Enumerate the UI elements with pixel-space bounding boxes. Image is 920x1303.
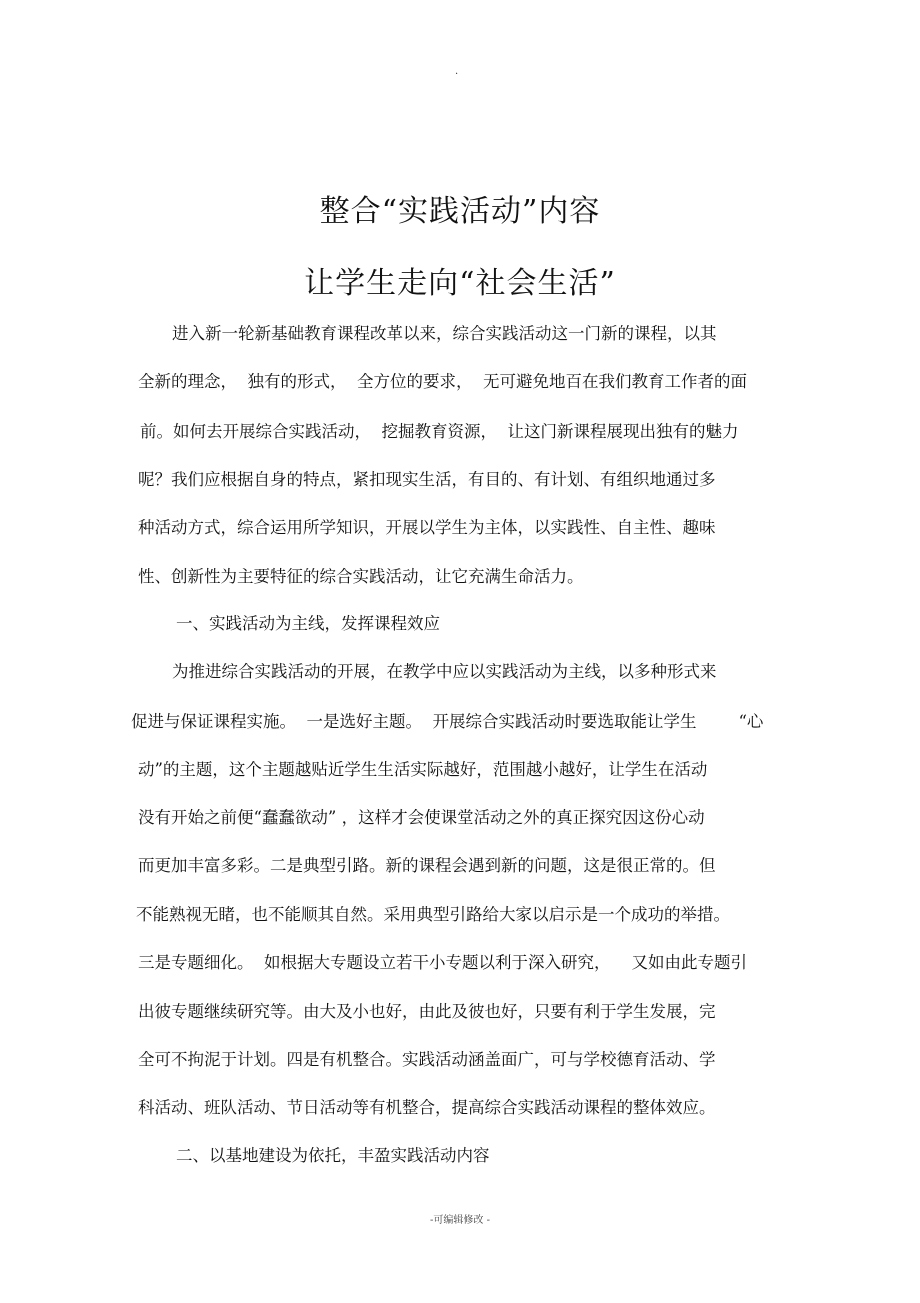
paragraph-line: 没有开始之前便“蠢蠢欲动” ，这样才会使课堂活动之外的真正探究因这份心动: [138, 808, 705, 827]
paragraph-line: 全可不拘泥于计划。四是有机整合。实践活动涵盖面广，可与学校德育活动、学: [138, 1050, 716, 1069]
paragraph-line: 呢？我们应根据自身的特点，紧扣现实生活，有目的、有计划、有组织地通过多: [138, 470, 716, 489]
paragraph-line: 性、创新性为主要特征的综合实践活动，让它充满生命活力。: [138, 567, 584, 586]
paragraph-line: 不能熟视无睹，也不能顺其自然。采用典型引路给大家以启示是一个成功的举措。: [136, 905, 730, 924]
paragraph-line: 全新的理念， 独有的形式， 全方位的要求， 无可避免地百在我们教育工作者的面: [138, 372, 747, 391]
paragraph-line: 出彼专题继续研究等。由大及小也好，由此及彼也好，只要有利于学生发展，完: [138, 1002, 716, 1021]
document-title-line-1: 整合“实践活动”内容: [319, 194, 601, 229]
page-footer: -可编辑修改 -: [430, 1215, 490, 1226]
paragraph-line: 前。如何去开展综合实践活动， 挖掘教育资源， 让这门新课程展现出独有的魅力: [140, 422, 739, 441]
document-title-line-2: 让学生走向“社会生活”: [304, 266, 616, 301]
section-heading: 二、以基地建设为依托，丰盈实践活动内容: [176, 1146, 490, 1165]
paragraph-line: 而更加丰富多彩。二是典型引路。新的课程会遇到新的问题，这是很正常的。但: [138, 856, 716, 875]
header-dot: .: [455, 66, 459, 77]
paragraph-line: 动”的主题，这个主题越贴近学生生活实际越好，范围越小越好，让学生在活动: [138, 760, 708, 779]
paragraph-line: 三是专题细化。 如根据大专题设立若干小专题以利于深入研究， 又如由此专题引: [138, 953, 747, 972]
paragraph-line: 进入新一轮新基础教育课程改革以来，综合实践活动这一门新的课程，以其: [172, 324, 717, 343]
paragraph-line: 为推进综合实践活动的开展，在教学中应以实践活动为主线，以多种形式来: [172, 662, 717, 681]
paragraph-line: 科活动、班队活动、节日活动等有机整合，提高综合实践活动课程的整体效应。: [138, 1098, 716, 1117]
section-heading: 一、实践活动为主线，发挥课程效应: [176, 614, 440, 633]
paragraph-line: 促进与保证课程实施。 一是选好主题。 开展综合实践活动时要选取能让学生 “心: [131, 712, 764, 731]
paragraph-line: 种活动方式，综合运用所学知识，开展以学生为主体，以实践性、自主性、趣味: [138, 518, 716, 537]
